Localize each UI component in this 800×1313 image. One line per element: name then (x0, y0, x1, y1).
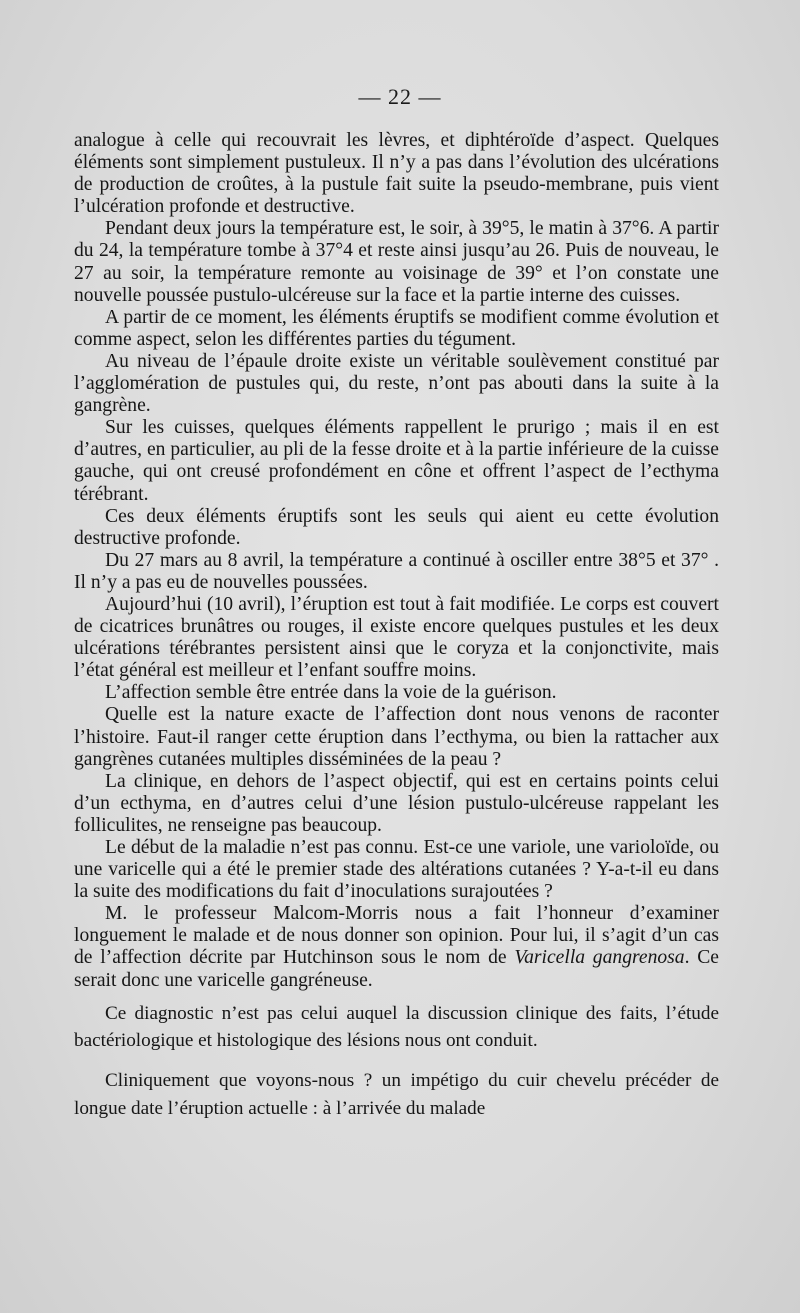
paragraph-4: Au niveau de l’épaule droite existe un véritable soulèvement constitué par l’agglomération de pustules qui, du reste, n’ont pas abouti dans la suite à la gangrène. (74, 350, 719, 417)
paragraph-7: Du 27 mars au 8 avril, la température a continué à osciller entre 38°5 et 37° . Il n’y a pas eu de nouvelles poussées. (74, 549, 719, 593)
paragraph-3: A partir de ce moment, les éléments éruptifs se modifient comme évolution et comme aspect, selon les différentes parties du tégument. (74, 306, 719, 350)
paragraph-8: Aujourd’hui (10 avril), l’éruption est tout à fait modifiée. Le corps est couvert de cicatrices brunâtres ou rouges, il existe encore quelques pustules et les deux ulcérations térébrantes persistent ainsi que le coryza et la conjonctivite, mais l’état général est meilleur et l’enfant souffre moins. (74, 593, 719, 682)
paragraph-9: L’affection semble être entrée dans la voie de la guérison. (105, 682, 557, 704)
paragraph-2: Pendant deux jours la température est, le soir, à 39°5, le matin à 37°6. A partir du 24, la température tombe à 37°4 et reste ainsi jusqu’au 26. Puis de nouveau, le 27 au soir, la température remonte au voisinage de 39° et l’on constate une nouvelle poussée pustulo-ulcéreuse sur la face et la partie interne des cuisses. (74, 218, 719, 306)
paragraph-6: Ces deux éléments éruptifs sont les seuls qui aient eu cette évolution destructive profonde. (74, 505, 719, 549)
paragraph-11: La clinique, en dehors de l’aspect objectif, qui est en certains points celui d’un ecthyma, en d’autres celui d’une lésion pustulo-ulcéreuse rappelant les folliculites, ne renseigne pas beaucoup. (74, 770, 719, 836)
paragraph-malcom-morris (74, 903, 719, 991)
varicella-gangrenosa-term: Varicella gangrenosa (514, 947, 685, 969)
page-number: — 22 — (358, 84, 442, 109)
paragraph-10: Quelle est la nature exacte de l’affection dont nous venons de raconter l’histoire. Faut-il ranger cette éruption dans l’ecthyma, ou bien la rattacher aux gangrènes cutanées multiples disséminées de la peau ? (74, 704, 719, 770)
paragraph-cliniquement: Cliniquement que voyons-nous ? un impétigo du cuir chevelu précéder de longue date l’éruption actuelle : à l’arrivée du malade (74, 1069, 719, 1119)
paragraph-12: Le début de la maladie n’est pas connu. Est-ce une variole, une varioloïde, ou une varicelle qui a été le premier stade des altérations cutanées ? Y-a-t-il eu dans la suite des modifications du fait d’inoculations surajoutées ? (74, 837, 719, 903)
paragraph-1: analogue à celle qui recouvrait les lèvres, et diphtéroïde d’aspect. Quelques éléments sont simplement pustuleux. Il n’y a pas dans l’évolution des ulcérations de production de croûtes, à la pustule fait suite la pseudo-membrane, puis vient l’ulcération profonde et destructive. (74, 130, 719, 218)
paragraph-diagnostic: Ce diagnostic n’est pas celui auquel la discussion clinique des faits, l’étude bactériologique et histologique des lésions nous ont conduit. (74, 1002, 719, 1052)
page-body (74, 130, 719, 1123)
paragraph-5: Sur les cuisses, quelques éléments rappellent le prurigo ; mais il en est d’autres, en particulier, au pli de la fesse droite et à la partie inférieure de la cuisse gauche, qui ont creusé profondément en cône et offrent l’aspect de l’ecthyma térébrant. (74, 417, 719, 505)
malcom-text-before: M. le professeur Malcom-Morris nous a fait l’honneur d’examiner longuement le malade et de nous donner son opinion. Pour lui, il s’agit d’un cas de l’affection décrite par Hutchinson sous le nom de (74, 903, 719, 969)
malcom-text-after: . Ce serait donc une varicelle gangréneuse. (74, 947, 720, 991)
